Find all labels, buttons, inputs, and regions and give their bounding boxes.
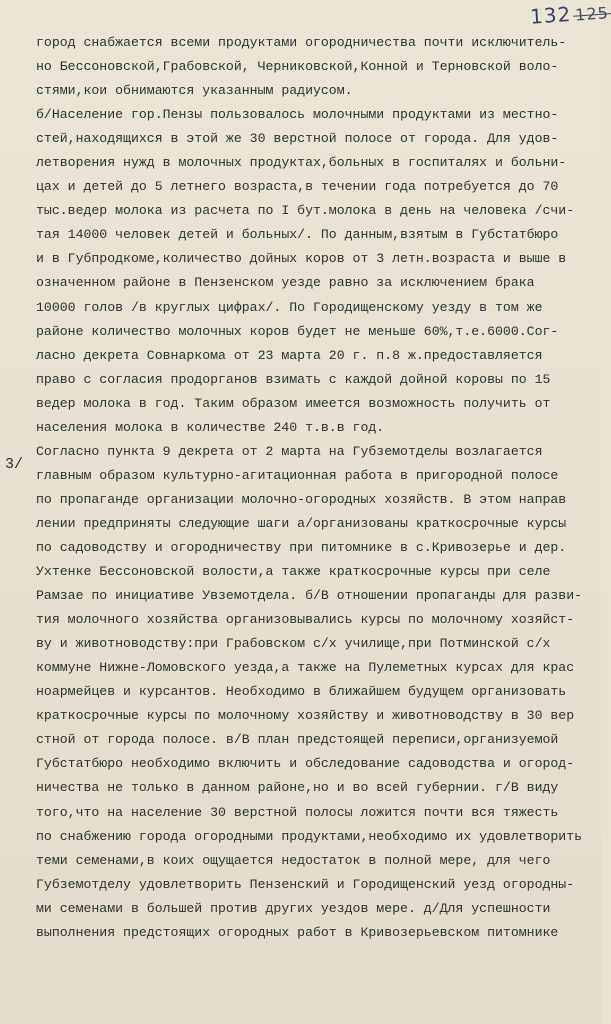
text-line: тыс.ведер молока из расчета по I бут.молока в день на человека /счи- [36,203,575,219]
text-line: по садоводству и огородничеству при питомнике в с.Кривозерье и дер. [36,539,567,555]
text-line: стями,кои обнимаются указанным радиусом. [36,83,353,99]
text-line: по снабжению города огородными продуктами,необходимо их удовлетворить [36,828,583,844]
text-line: Ухтенке Бессоновской волости,а также краткосрочные курсы при селе [36,564,551,580]
text-line: Губземотделу удовлетворить Пензенский и Городищенский уезд огородны- [36,876,575,892]
text-line: означенном районе в Пензенском уезде равно за исключением брака [36,275,535,291]
page-number [529,0,609,29]
text-line: ничества не только в данном районе,но и во всей губернии. г/В виду [36,780,559,796]
text-line: стной от города полосе. в/В план предстоящей переписи,организуемой [36,732,559,748]
text-line: но Бессоновской,Грабовской, Черниковской,Конной и Терновской воло- [36,59,559,75]
text-line: лении предприняты следующие шаги а/организованы краткосрочные курсы [36,515,567,531]
text-line: краткосрочные курсы по молочному хозяйству и животноводству в 30 вер [36,708,575,724]
text-line: по пропаганде организации молочно-огородных хозяйств. В этом направ [36,491,567,507]
text-line: Губстатбюро необходимо включить и обследование садоводства и огород- [36,756,575,772]
section-marker: 3/ [5,456,24,473]
text-line: теми семенами,в коих ощущается недостаток в полной мере, для чего [36,852,551,868]
text-line: ведер молока в год. Таким образом имеется возможность получить от [36,395,551,411]
text-line: тия молочного хозяйства организовывались курсы по молочному хозяйст- [36,612,575,628]
text-line: 10000 голов /в круглых цифрах/. По Городищенскому уезду в том же [36,299,543,315]
text-line: главным образом культурно-агитационная работа в пригородной полосе [36,467,559,483]
text-line: ласно декрета Совнаркома от 23 марта 20 г. п.8 ж.предоставляется [36,347,543,363]
text-line: районе количество молочных коров будет не меньше 60%,т.е.6000.Сог- [36,323,559,339]
text-line: ми семенами в большей против других уездов мере. д/Для успешности [36,900,551,916]
text-line: Рамзае по инициативе Увземотдела. б/В отношении пропаганды для разви- [36,588,583,604]
text-line: ноармейцев и курсантов. Необходимо в ближайшем будущем организовать [36,684,567,700]
text-line: б/Население гор.Пензы пользовалось молочными продуктами из местно- [36,107,559,123]
text-line: коммуне Нижне-Ломовского уезда,а также на Пулеметных курсах для крас [36,660,575,676]
text-line: того,что на население 30 верстной полосы ложится почти вся тяжесть [36,804,559,820]
text-line: выполнения предстоящих огородных работ в Кривозерьевском питомнике [36,924,559,940]
page-number-struck: 125 [574,3,610,25]
text-line: населения молока в количестве 240 т.в.в год. [36,419,385,435]
page-number-current: 132 [529,1,573,29]
text-line: Согласно пункта 9 декрета от 2 марта на Губземотделы возлагается [36,443,543,459]
text-line: цах и детей до 5 летнего возраста,в течении года потребуется до 70 [36,179,559,195]
text-line: тая 14000 человек детей и больных/. По данным,взятым в Губстатбюро [36,227,559,243]
text-line: летворения нужд в молочных продуктах,больных в госпиталях и больни- [36,155,567,171]
text-line: право с согласия продорганов взимать с каждой дойной коровы по 15 [36,371,551,387]
text-line: город снабжается всеми продуктами огородничества почти исключитель- [36,35,567,50]
text-line: и в Губпродкоме,количество дойных коров от 3 летн.возраста и выше в [36,251,567,267]
text-line: ву и животноводству:при Грабовском с/х училище,при Потминской с/х [36,636,551,652]
text-body [36,31,602,945]
text-line: стей,находящихся в этой же 30 верстной полосе от города. Для удов- [36,131,559,147]
